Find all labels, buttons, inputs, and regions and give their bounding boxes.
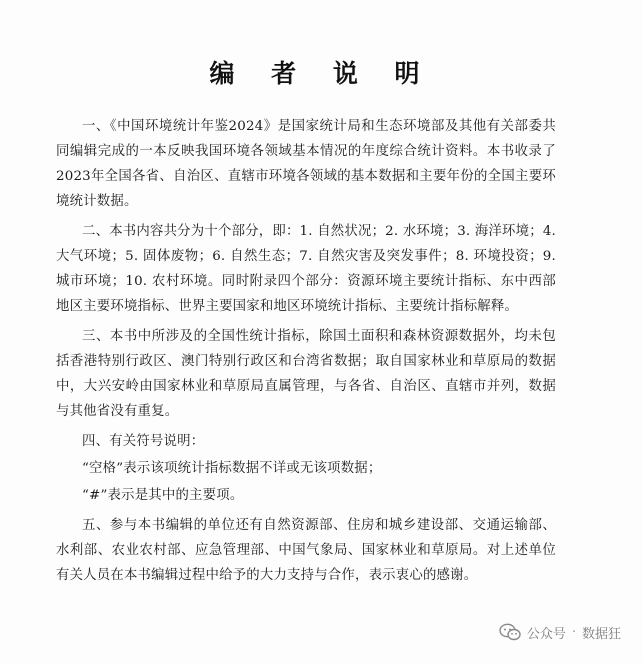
watermark-separator: ·	[571, 624, 576, 640]
wechat-icon	[499, 623, 521, 641]
watermark-name: 数据狂	[581, 626, 621, 642]
watermark-channel: 公众号	[526, 626, 566, 642]
paragraph-4-item-1: “空格”表示该项统计指标数据不详或无该项数据；	[82, 461, 382, 476]
document-body	[56, 114, 556, 593]
paragraph-4: 四、有关符号说明：	[82, 434, 205, 449]
paragraph-3: 三、本书中所涉及的全国性统计指标，除国土面积和森林资源数据外，均未包括香港特别行政区、澳门特别行政区和台湾省数据；取自国家林业和草原局的数据中，大兴安岭由国家林业和草原局直属管理，与各省、自治区、直辖市并列，数据与其他省没有重复。	[56, 329, 556, 419]
watermark	[499, 621, 621, 643]
paragraph-5: 五、参与本书编辑的单位还有自然资源部、住房和城乡建设部、交通运输部、水利部、农业农村部、应急管理部、中国气象局、国家林业和草原局。对上述单位有关人员在本书编辑过程中给予的大力支持与合作，表示衷心的感谢。	[56, 518, 556, 583]
paragraph-2: 二、本书内容共分为十个部分，即：1. 自然状况；2. 水环境；3. 海洋环境；4. 大气环境；5. 固体废物；6. 自然生态；7. 自然灾害及突发事件；8. 环境投资；9. 城市环境；10. 农村环境。同时附录四个部分：资源环境主要统计指标、东中西部地区主要环境指标、世界主要国家和地区环境统计指标、主要统计指标解释。	[56, 224, 556, 314]
page-title: 编 者 说 明	[209, 59, 434, 88]
paragraph-4-item-2: “#”表示是其中的主要项。	[82, 488, 244, 503]
paragraph-1: 一、《中国环境统计年鉴2024》是国家统计局和生态环境部及其他有关部委共同编辑完成的一本反映我国环境各领域基本情况的年度综合统计资料。本书收录了2023年全国各省、自治区、直辖市环境各领域的基本数据和主要年份的全国主要环境统计数据。	[56, 119, 556, 209]
